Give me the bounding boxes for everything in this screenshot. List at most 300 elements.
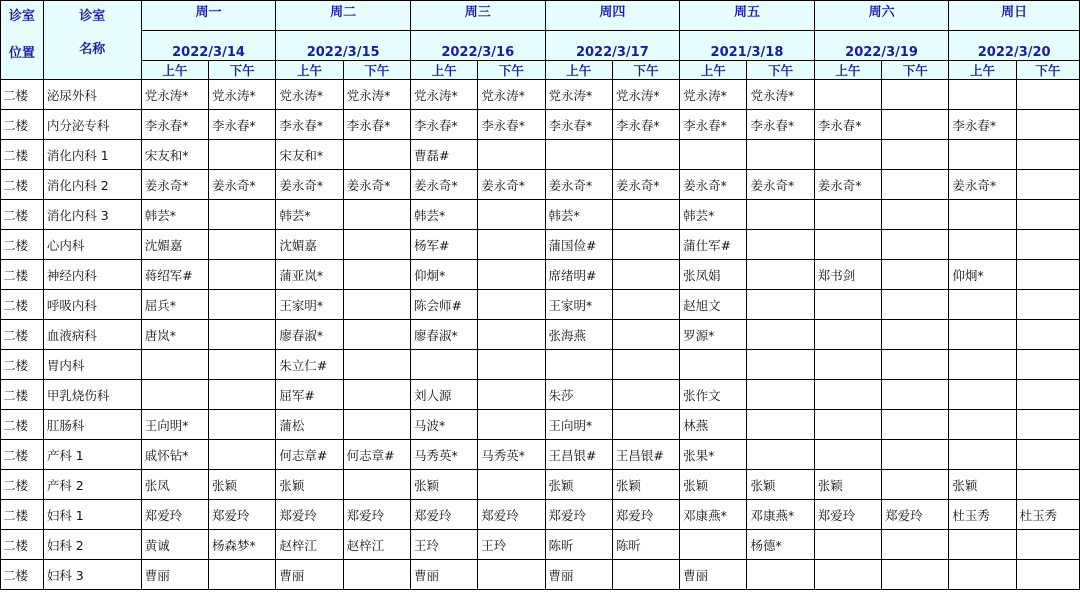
doctor-cell: [141, 350, 208, 380]
doctor-cell: [141, 140, 208, 170]
doctor-name: 党永涛*: [750, 87, 795, 103]
doctor-cell: [882, 200, 949, 230]
doctor-cell: [545, 80, 612, 110]
doctor-cell: [1016, 350, 1079, 380]
table-row: [1, 470, 1080, 500]
doctor-cell: [343, 290, 410, 320]
doctor-name: 郑爱玲: [615, 507, 654, 523]
doctor-cell: [141, 530, 208, 560]
doctor-cell: [747, 470, 814, 500]
doctor-cell: [545, 470, 612, 500]
doctor-cell: [478, 110, 545, 140]
doctor-cell: [209, 470, 276, 500]
doctor-name: 郑爱玲: [817, 507, 856, 523]
doctor-cell: [478, 290, 545, 320]
doctor-cell: [141, 170, 208, 200]
dept-cell: 甲乳烧伤科: [43, 380, 141, 410]
table-row: [1, 530, 1080, 560]
doctor-name: 韩芸*: [683, 207, 715, 223]
doctor-cell: [141, 290, 208, 320]
doctor-name: 杨军#: [413, 237, 450, 253]
doctor-cell: [1016, 410, 1079, 440]
header-day-date: 2022/3/19: [814, 31, 949, 61]
header-floor-bottom: 位置: [8, 46, 35, 61]
doctor-name: 张颖: [279, 477, 305, 493]
doctor-cell: [949, 530, 1016, 560]
doctor-name: 姜永奇*: [817, 177, 862, 193]
doctor-name: 姜永奇*: [212, 177, 256, 193]
doctor-cell: [949, 80, 1016, 110]
doctor-cell: [209, 410, 276, 440]
doctor-name: 李永春*: [413, 117, 458, 133]
doctor-cell: [612, 290, 679, 320]
table-row: [1, 260, 1080, 290]
doctor-name: 林燕: [683, 417, 709, 433]
header-floor-cell: [1, 1, 44, 80]
dept-cell: 妇科 2: [43, 530, 141, 560]
dept-cell: 肛肠科: [43, 410, 141, 440]
doctor-name: 仰炯*: [413, 267, 446, 283]
doctor-cell: [680, 110, 747, 140]
doctor-name: 陈会师#: [413, 297, 462, 313]
doctor-name: 曹丽: [548, 567, 574, 583]
doctor-cell: [882, 440, 949, 470]
doctor-cell: [949, 260, 1016, 290]
dept-cell: 神经内科: [43, 260, 141, 290]
doctor-name: 姜永奇*: [683, 177, 727, 193]
doctor-cell: [276, 80, 343, 110]
doctor-cell: [209, 560, 276, 590]
doctor-cell: [209, 440, 276, 470]
doctor-cell: [276, 500, 343, 530]
doctor-cell: [814, 80, 881, 110]
doctor-name: 赵梓江: [279, 537, 317, 553]
doctor-name: 党永涛*: [279, 87, 324, 103]
doctor-cell: [612, 110, 679, 140]
doctor-cell: [814, 530, 881, 560]
doctor-cell: [410, 440, 477, 470]
doctor-cell: [209, 110, 276, 140]
floor-cell: 二楼: [1, 140, 44, 170]
table-row: [1, 410, 1080, 440]
table-row: [1, 380, 1080, 410]
doctor-cell: [882, 320, 949, 350]
floor-cell: 二楼: [1, 350, 44, 380]
floor-cell: 二楼: [1, 290, 44, 320]
doctor-cell: [747, 530, 814, 560]
doctor-cell: [814, 320, 881, 350]
doctor-name: 刘人源: [413, 387, 452, 403]
doctor-cell: [612, 560, 679, 590]
table-body: [1, 80, 1080, 590]
doctor-cell: [545, 170, 612, 200]
doctor-name: 王家明*: [279, 297, 324, 313]
dept-cell: 消化内科 3: [43, 200, 141, 230]
doctor-cell: [1016, 320, 1079, 350]
doctor-cell: [478, 80, 545, 110]
doctor-name: 韩芸*: [413, 207, 446, 223]
doctor-cell: [1016, 530, 1079, 560]
doctor-cell: [545, 530, 612, 560]
doctor-cell: [612, 230, 679, 260]
doctor-name: 陈昕: [615, 537, 641, 553]
doctor-name: 李永春*: [750, 117, 795, 133]
doctor-name: 曹丽: [683, 567, 709, 583]
doctor-name: 姜永奇*: [750, 177, 795, 193]
doctor-cell: [882, 170, 949, 200]
header-day-name: 周二: [276, 1, 411, 31]
table-row: [1, 110, 1080, 140]
doctor-cell: [276, 560, 343, 590]
doctor-cell: [141, 80, 208, 110]
doctor-cell: [1016, 290, 1079, 320]
doctor-cell: [612, 530, 679, 560]
doctor-cell: [141, 440, 208, 470]
doctor-cell: [209, 260, 276, 290]
doctor-cell: [680, 470, 747, 500]
table-row: [1, 140, 1080, 170]
doctor-name: 马秀英*: [413, 447, 458, 463]
doctor-name: 席绪明#: [548, 267, 597, 283]
header-day-date: 2022/3/15: [276, 31, 411, 61]
table-row: [1, 500, 1080, 530]
header-am: 上午: [680, 61, 747, 80]
doctor-name: 蒲仕军#: [683, 237, 732, 253]
doctor-name: 郑爱玲: [885, 507, 923, 523]
doctor-name: 张颖: [615, 477, 641, 493]
doctor-cell: [343, 230, 410, 260]
doctor-cell: [949, 200, 1016, 230]
doctor-cell: [343, 110, 410, 140]
doctor-cell: [410, 80, 477, 110]
doctor-name: 韩芸*: [144, 207, 176, 223]
doctor-cell: [612, 440, 679, 470]
doctor-cell: [343, 320, 410, 350]
table-header: [1, 1, 1080, 80]
doctor-cell: [1016, 470, 1079, 500]
doctor-cell: [949, 170, 1016, 200]
floor-cell: 二楼: [1, 200, 44, 230]
header-dept-top: 诊室: [79, 9, 106, 24]
dept-cell: 消化内科 1: [43, 140, 141, 170]
doctor-name: 党永涛*: [481, 87, 525, 103]
doctor-name: 党永涛*: [144, 87, 189, 103]
doctor-name: 郑爱玲: [212, 507, 250, 523]
doctor-cell: [747, 170, 814, 200]
doctor-name: 张颖: [212, 477, 238, 493]
doctor-cell: [1016, 380, 1079, 410]
doctor-name: 党永涛*: [346, 87, 391, 103]
floor-cell: 二楼: [1, 170, 44, 200]
floor-cell: 二楼: [1, 500, 44, 530]
doctor-name: 何志章#: [279, 447, 328, 463]
doctor-name: 韩芸*: [279, 207, 311, 223]
doctor-cell: [949, 230, 1016, 260]
doctor-cell: [882, 500, 949, 530]
doctor-cell: [949, 470, 1016, 500]
doctor-name: 杨森梦*: [212, 537, 256, 553]
doctor-cell: [410, 530, 477, 560]
doctor-cell: [209, 320, 276, 350]
header-dept-cell: [43, 1, 141, 80]
doctor-cell: [949, 320, 1016, 350]
doctor-cell: [747, 410, 814, 440]
doctor-cell: [680, 560, 747, 590]
doctor-cell: [747, 380, 814, 410]
doctor-cell: [478, 260, 545, 290]
doctor-cell: [410, 140, 477, 170]
doctor-cell: [545, 410, 612, 440]
doctor-cell: [882, 530, 949, 560]
doctor-cell: [478, 530, 545, 560]
floor-cell: 二楼: [1, 380, 44, 410]
doctor-name: 郑爱玲: [481, 507, 519, 523]
doctor-cell: [478, 320, 545, 350]
doctor-cell: [680, 80, 747, 110]
doctor-cell: [882, 410, 949, 440]
doctor-name: 李永春*: [481, 117, 525, 133]
doctor-cell: [276, 320, 343, 350]
doctor-cell: [747, 440, 814, 470]
doctor-cell: [545, 380, 612, 410]
doctor-name: 何志章#: [346, 447, 395, 463]
doctor-cell: [410, 200, 477, 230]
doctor-cell: [209, 350, 276, 380]
doctor-cell: [747, 110, 814, 140]
dept-cell: 内分泌专科: [43, 110, 141, 140]
floor-cell: 二楼: [1, 410, 44, 440]
doctor-cell: [949, 500, 1016, 530]
floor-cell: 二楼: [1, 560, 44, 590]
doctor-cell: [209, 530, 276, 560]
doctor-name: 曹丽: [413, 567, 439, 583]
doctor-name: 李永春*: [615, 117, 660, 133]
doctor-name: 蒲亚岚*: [279, 267, 324, 283]
doctor-name: 张颖: [548, 477, 574, 493]
doctor-cell: [343, 200, 410, 230]
header-day-date: 2022/3/17: [545, 31, 680, 61]
table-row: [1, 80, 1080, 110]
doctor-cell: [1016, 110, 1079, 140]
doctor-name: 仰炯*: [952, 267, 984, 283]
doctor-cell: [545, 440, 612, 470]
doctor-cell: [410, 410, 477, 440]
dept-cell: 胃内科: [43, 350, 141, 380]
header-floor-top: 诊室: [8, 9, 35, 24]
doctor-cell: [680, 380, 747, 410]
doctor-cell: [747, 260, 814, 290]
doctor-name: 姜永奇*: [481, 177, 525, 193]
doctor-cell: [141, 200, 208, 230]
doctor-name: 李永春*: [683, 117, 727, 133]
doctor-cell: [814, 170, 881, 200]
doctor-name: 王玲: [481, 537, 507, 553]
doctor-cell: [612, 320, 679, 350]
doctor-cell: [949, 560, 1016, 590]
header-dept-bottom: 名称: [79, 42, 106, 57]
doctor-name: 郑爱玲: [144, 507, 183, 523]
header-pm: 下午: [612, 61, 679, 80]
header-day-date: 2022/3/14: [141, 31, 276, 61]
doctor-name: 党永涛*: [548, 87, 593, 103]
dept-cell: 妇科 3: [43, 560, 141, 590]
dept-cell: 妇科 1: [43, 500, 141, 530]
header-day-name: 周一: [141, 1, 276, 31]
doctor-name: 张海燕: [548, 327, 587, 343]
doctor-name: 王昌银#: [548, 447, 597, 463]
doctor-name: 姜永奇*: [279, 177, 324, 193]
floor-cell: 二楼: [1, 470, 44, 500]
doctor-cell: [276, 470, 343, 500]
doctor-cell: [747, 200, 814, 230]
dept-cell: 心内科: [43, 230, 141, 260]
doctor-cell: [209, 380, 276, 410]
doctor-cell: [680, 290, 747, 320]
doctor-cell: [680, 140, 747, 170]
doctor-cell: [545, 320, 612, 350]
doctor-name: 党永涛*: [413, 87, 458, 103]
doctor-cell: [545, 260, 612, 290]
doctor-cell: [949, 290, 1016, 320]
doctor-name: 杜玉秀: [952, 507, 990, 523]
doctor-cell: [343, 500, 410, 530]
doctor-name: 屈军#: [279, 387, 315, 403]
doctor-cell: [478, 140, 545, 170]
doctor-name: 李永春*: [346, 117, 391, 133]
doctor-name: 王向明*: [144, 417, 189, 433]
doctor-name: 赵旭文: [683, 297, 721, 313]
table-row: [1, 560, 1080, 590]
doctor-cell: [343, 350, 410, 380]
header-am: 上午: [276, 61, 343, 80]
doctor-cell: [276, 530, 343, 560]
doctor-name: 姜永奇*: [952, 177, 997, 193]
dept-cell: 血液病科: [43, 320, 141, 350]
doctor-name: 党永涛*: [615, 87, 660, 103]
doctor-cell: [747, 80, 814, 110]
doctor-cell: [747, 230, 814, 260]
doctor-name: 郑爱玲: [548, 507, 587, 523]
header-am: 上午: [410, 61, 477, 80]
doctor-cell: [612, 380, 679, 410]
doctor-cell: [814, 140, 881, 170]
dept-cell: 消化内科 2: [43, 170, 141, 200]
doctor-name: 马波*: [413, 417, 446, 433]
doctor-cell: [814, 230, 881, 260]
doctor-cell: [410, 290, 477, 320]
doctor-cell: [1016, 440, 1079, 470]
doctor-name: 王向明*: [548, 417, 593, 433]
doctor-name: 宋友和*: [144, 147, 189, 163]
doctor-cell: [545, 200, 612, 230]
doctor-name: 张作文: [683, 387, 721, 403]
doctor-cell: [209, 170, 276, 200]
doctor-cell: [747, 320, 814, 350]
floor-cell: 二楼: [1, 440, 44, 470]
doctor-cell: [276, 110, 343, 140]
doctor-cell: [814, 560, 881, 590]
doctor-name: 姜永奇*: [346, 177, 391, 193]
doctor-name: 蒲国俭#: [548, 237, 597, 253]
doctor-cell: [747, 290, 814, 320]
doctor-cell: [949, 110, 1016, 140]
doctor-name: 马秀英*: [481, 447, 525, 463]
doctor-cell: [680, 260, 747, 290]
doctor-cell: [612, 470, 679, 500]
doctor-name: 李永春*: [952, 117, 997, 133]
doctor-name: 郑爱玲: [279, 507, 317, 523]
doctor-cell: [1016, 500, 1079, 530]
doctor-cell: [276, 230, 343, 260]
doctor-name: 张凤: [144, 477, 170, 493]
doctor-name: 曹磊#: [413, 147, 450, 163]
doctor-cell: [747, 500, 814, 530]
doctor-cell: [276, 350, 343, 380]
doctor-name: 宋友和*: [279, 147, 324, 163]
doctor-cell: [1016, 80, 1079, 110]
doctor-name: 李永春*: [279, 117, 324, 133]
doctor-cell: [612, 200, 679, 230]
doctor-cell: [141, 380, 208, 410]
doctor-cell: [680, 230, 747, 260]
doctor-name: 蒲松: [279, 417, 305, 433]
doctor-cell: [882, 140, 949, 170]
doctor-cell: [545, 290, 612, 320]
table-row: [1, 320, 1080, 350]
floor-cell: 二楼: [1, 230, 44, 260]
doctor-cell: [276, 380, 343, 410]
doctor-cell: [410, 110, 477, 140]
doctor-cell: [814, 440, 881, 470]
doctor-cell: [882, 380, 949, 410]
doctor-cell: [680, 350, 747, 380]
doctor-cell: [343, 470, 410, 500]
doctor-name: 韩芸*: [548, 207, 580, 223]
doctor-name: 郑书剑: [817, 267, 856, 283]
doctor-cell: [478, 200, 545, 230]
doctor-cell: [545, 110, 612, 140]
doctor-name: 屈兵*: [144, 297, 176, 313]
doctor-cell: [612, 500, 679, 530]
floor-cell: 二楼: [1, 530, 44, 560]
doctor-cell: [276, 170, 343, 200]
floor-cell: 二楼: [1, 80, 44, 110]
doctor-name: 姜永奇*: [548, 177, 593, 193]
doctor-cell: [814, 200, 881, 230]
doctor-cell: [545, 140, 612, 170]
doctor-cell: [410, 560, 477, 590]
table-row: [1, 170, 1080, 200]
header-pm: 下午: [478, 61, 545, 80]
table-row: [1, 350, 1080, 380]
doctor-cell: [410, 470, 477, 500]
doctor-cell: [141, 320, 208, 350]
doctor-cell: [814, 290, 881, 320]
dept-cell: 呼吸内科: [43, 290, 141, 320]
doctor-name: 唐岚*: [144, 327, 176, 343]
header-pm: 下午: [882, 61, 949, 80]
doctor-name: 郑爱玲: [413, 507, 452, 523]
doctor-cell: [343, 530, 410, 560]
doctor-cell: [343, 440, 410, 470]
doctor-name: 王玲: [413, 537, 439, 553]
doctor-cell: [141, 110, 208, 140]
header-pm: 下午: [343, 61, 410, 80]
header-day-date: 2022/3/20: [949, 31, 1080, 61]
doctor-name: 党永涛*: [212, 87, 256, 103]
doctor-name: 朱立仁#: [279, 357, 328, 373]
doctor-name: 邓康燕*: [750, 507, 795, 523]
